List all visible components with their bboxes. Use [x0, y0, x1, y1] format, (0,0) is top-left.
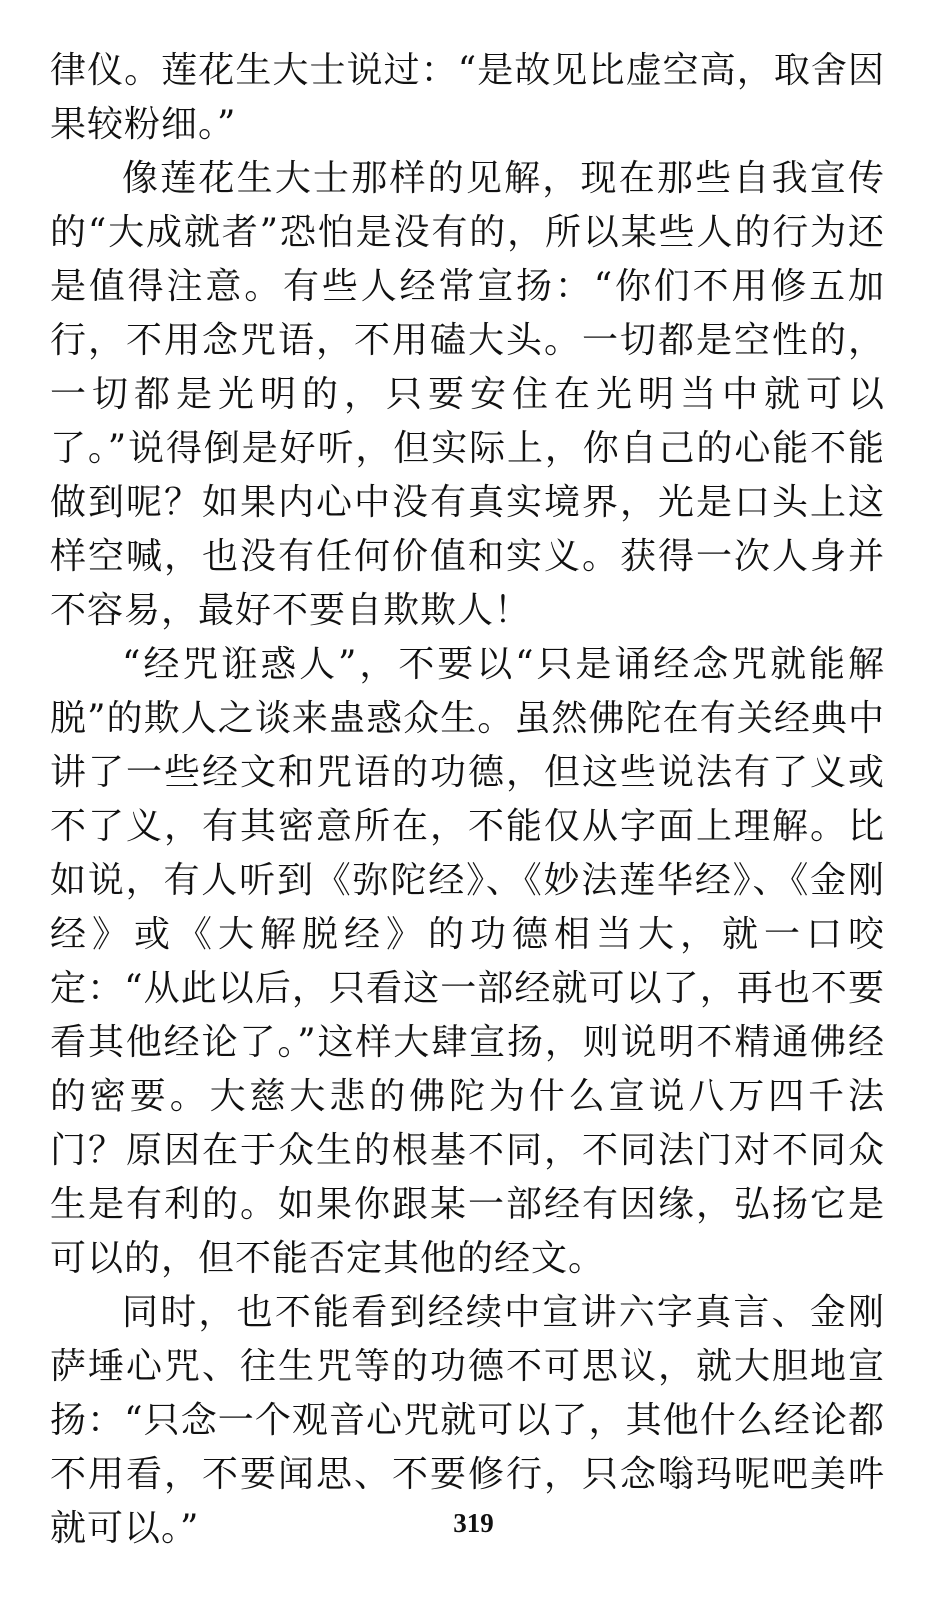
paragraph: 像莲花生大士那样的见解，现在那些自我宣传的“大成就者”恐怕是没有的，所以某些人的行为还是值得注意。有些人经常宣扬：“你们不用修五加行，不用念咒语，不用磕大头。一切都是空性的，一切都是光明的，只要安住在光明当中就可以了。”说得倒是好听，但实际上，你自己的心能不能做到呢？如果内心中没有真实境界，光是口头上这样空喊，也没有任何价值和实义。获得一次人身并不容易，最好不要自欺欺人！ — [50, 158, 885, 631]
body-text — [50, 44, 885, 1556]
page-number: 319 — [453, 1508, 494, 1538]
paragraph: “经咒诳惑人”，不要以“只是诵经念咒就能解脱”的欺人之谈来蛊惑众生。虽然佛陀在有关经典中讲了一些经文和咒语的功德，但这些说法有了义或不了义，有其密意所在，不能仅从字面上理解。比如说，有人听到《弥陀经》、《妙法莲华经》、《金刚经》或《大解脱经》的功德相当大，就一口咬定：“从此以后，只看这一部经就可以了，再也不要看其他经论了。”这样大肆宣扬，则说明不精通佛经的密要。大慈大悲的佛陀为什么宣说八万四千法门？原因在于众生的根基不同，不同法门对不同众生是有利的。如果你跟某一部经有因缘，弘扬它是可以的，但不能否定其他的经文。 — [50, 644, 885, 1279]
paragraph-continued: 律仪。莲花生大士说过：“是故见比虚空高，取舍因果较粉细。” — [50, 50, 885, 145]
paragraph: 同时，也不能看到经续中宣讲六字真言、金刚萨埵心咒、往生咒等的功德不可思议，就大胆地宣扬：“只念一个观音心咒就可以了，其他什么经论都不用看，不要闻思、不要修行，只念嗡玛呢吧美吽就可以。” — [50, 1292, 885, 1549]
